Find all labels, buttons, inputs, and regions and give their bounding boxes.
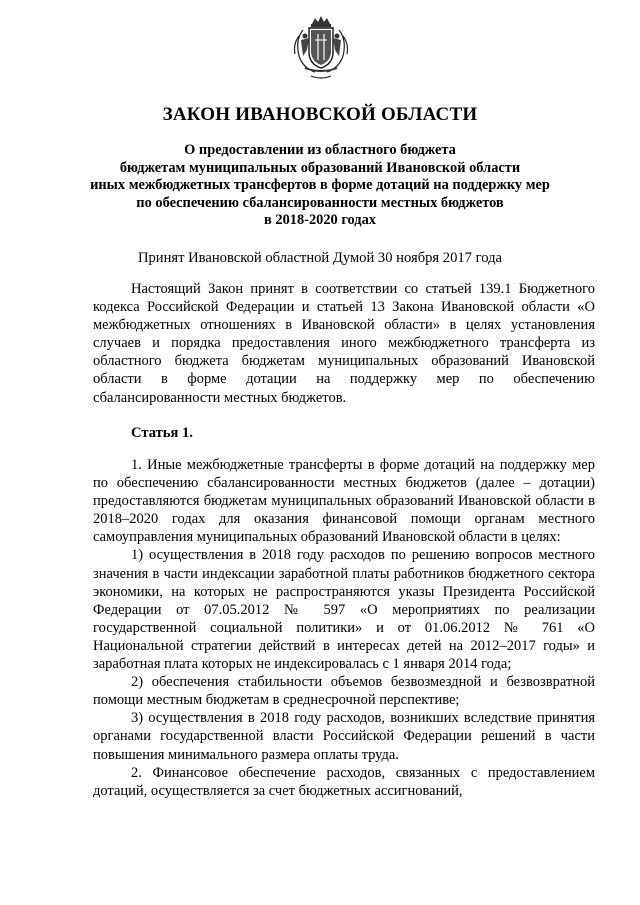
article-paragraph: 1) осуществления в 2018 году расходов по решению вопросов местного значения в части индексации заработной платы работников бюджетного сектора экономики, на которых не распространяются указы Президента Российской Федерации от 07.05.2012 № 597 «О мероприятиях по реализации государственной социальной политики» и от 01.06.2012 № 761 «О Национальной стратегии действий в интересах детей на 2012–2017 годы» и заработная плата которых не индексировалась с 1 января 2014 года; xyxy=(93,547,595,673)
subtitle-line: по обеспечению сбалансированности местных бюджетов xyxy=(136,194,504,211)
subtitle-line: О предоставлении из областного бюджета xyxy=(184,142,456,158)
adoption-statement: Принят Ивановской областной Думой 30 ноября 2017 года xyxy=(137,250,503,266)
article-heading: Статья 1. xyxy=(131,425,193,441)
preamble-paragraph: Настоящий Закон принят в соответствии со статьей 139.1 Бюджетного кодекса Российской Федерации и статьей 13 Закона Ивановской области «О межбюджетных отношениях в Ивановской области» в целях установления случаев и порядка предоставления иного межбюджетного трансферта из областного бюджета бюджетам муниципальных образований Ивановской области в форме дотации на поддержку мер по обеспечению сбалансированности местных бюджетов. xyxy=(93,281,595,406)
subtitle-line: бюджетам муниципальных образований Ивановской области xyxy=(119,159,521,176)
subtitle-line: в 2018-2020 годах xyxy=(264,212,376,228)
article-paragraph: 2) обеспечения стабильности объемов безвозмездной и безвозвратной помощи местным бюджетам в среднесрочной перспективе; xyxy=(93,674,595,709)
law-title: ЗАКОН ИВАНОВСКОЙ ОБЛАСТИ xyxy=(162,104,478,125)
article-paragraph: 2. Финансовое обеспечение расходов, связанных с предоставлением дотаций, осуществляется за счет бюджетных ассигнований, xyxy=(93,764,595,799)
article-body xyxy=(93,456,595,800)
article-paragraph: 3) осуществления в 2018 году расходов, возникших вследствие принятия органами государственной власти Российской Федерации решений в части повышения минимального размера оплаты труда. xyxy=(93,710,595,763)
coat-of-arms-icon xyxy=(285,10,357,82)
subtitle-line: иных межбюджетных трансфертов в форме дотаций на поддержку мер xyxy=(90,177,550,193)
article-paragraph: 1. Иные межбюджетные трансферты в форме дотаций на поддержку мер по обеспечению сбалансированности местных бюджетов (далее – дотации) предоставляются бюджетам муниципальных образований Ивановской области в 2018–2020 годах для оказания финансовой помощи органам местного самоуправления муниципальных образований Ивановской области в целях: xyxy=(93,457,595,546)
law-subtitle xyxy=(80,142,560,230)
preamble xyxy=(93,280,595,407)
